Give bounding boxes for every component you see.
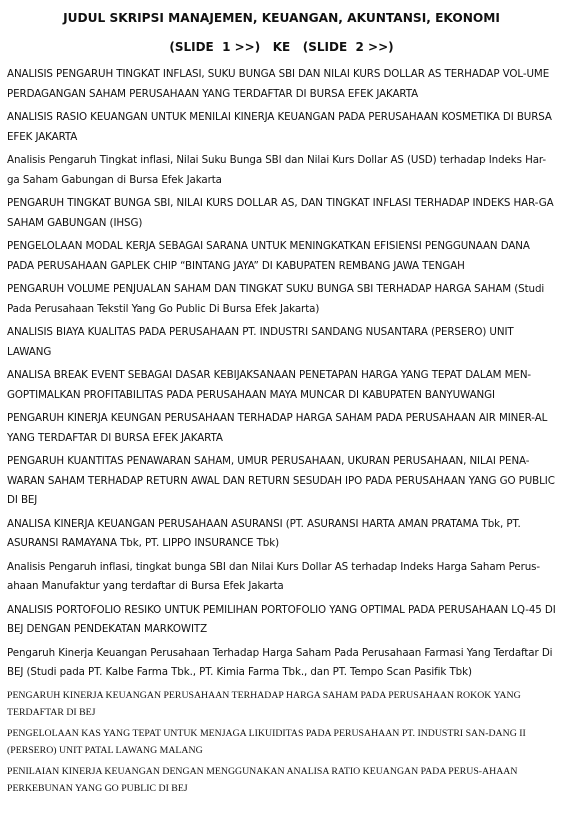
list-item: Analisis Pengaruh inflasi, tingkat bunga SBI dan Nilai Kurs Dollar AS terhadap Indeks Harga Saham Perus-ahaan Manufaktur yang terdaftar di Bursa Efek Jakarta [7, 560, 541, 592]
list-item: Analisis Pengaruh Tingkat inflasi, Nilai Suku Bunga SBI dan Nilai Kurs Dollar AS (USD) terhadap Indeks Har-ga Saham Gabungan di Bursa Efek Jakarta [7, 154, 547, 186]
list-item: PENGELOLAAN MODAL KERJA SEBAGAI SARANA UNTUK MENINGKATKAN EFISIENSI PENGGUNAAN DANA PADA PERUSAHAAN GAPLEK CHIP “BINTANG JAYA” DI KABUPATEN REMBANG JAWA TENGAH [7, 240, 530, 272]
list-item: ANALISIS PENGARUH TINGKAT INFLASI, SUKU BUNGA SBI DAN NILAI KURS DOLLAR AS TERHADAP VOL-UME PERDAGANGAN SAHAM PERUSAHAAN YANG TERDAFTAR DI BURSA EFEK JAKARTA [7, 68, 550, 100]
list-item: ANALISA KINERJA KEUANGAN PERUSAHAAN ASURANSI (PT. ASURANSI HARTA AMAN PRATAMA Tbk, PT. ASURANSI RAMAYANA Tbk, PT. LIPPO INSURANCE Tbk) [7, 517, 521, 549]
list-item: Pengaruh Kinerja Keuangan Perusahaan Terhadap Harga Saham Pada Perusahaan Farmasi Yang Terdaftar Di BEJ (Studi pada PT. Kalbe Farma Tbk., PT. Kimia Farma Tbk., dan PT. Tempo Scan Pasifik Tbk) [7, 646, 553, 678]
list-item: ANALISIS PORTOFOLIO RESIKO UNTUK PEMILIHAN PORTOFOLIO YANG OPTIMAL PADA PERUSAHAAN LQ-45 DI BEJ DENGAN PENDEKATAN MARKOWITZ [7, 603, 556, 635]
list-item: PENGELOLAAN KAS YANG TEPAT UNTUK MENJAGA LIKUIDITAS PADA PERUSAHAAN PT. INDUSTRI SAN-DANG II (PERSERO) UNIT PATAL LAWANG MALANG [7, 727, 526, 756]
list-item: PENILAIAN KINERJA KEUANGAN DENGAN MENGGUNAKAN ANALISA RATIO KEUANGAN PADA PERUS-AHAAN PERKEBUNAN YANG GO PUBLIC DI BEJ [7, 765, 518, 794]
thesis-title-list [7, 65, 556, 797]
list-item: ANALISA BREAK EVENT SEBAGAI DASAR KEBIJAKSANAAN PENETAPAN HARGA YANG TEPAT DALAM MEN-GOPTIMALKAN PROFITABILITAS PADA PERUSAHAAN MAYA MUNCAR DI KABUPATEN BANYUWANGI [7, 369, 532, 401]
list-item: ANALISIS RASIO KEUANGAN UNTUK MENILAI KINERJA KEUANGAN PADA PERUSAHAAN KOSMETIKA DI BURSA EFEK JAKARTA [7, 111, 552, 143]
list-item: PENGARUH KINERJA KEUNGAN PERUSAHAAN TERHADAP HARGA SAHAM PADA PERUSAHAAN AIR MINER-AL YANG TERDAFTAR DI BURSA EFEK JAKARTA [7, 412, 548, 444]
document-title: JUDUL SKRIPSI MANAJEMEN, KEUANGAN, AKUNTANSI, EKONOMI [63, 11, 500, 25]
list-item: PENGARUH KINERJA KEUANGAN PERUSAHAAN TERHADAP HARGA SAHAM PADA PERUSAHAAN ROKOK YANG TERDAFTAR DI BEJ [7, 689, 521, 718]
list-item: PENGARUH TINGKAT BUNGA SBI, NILAI KURS DOLLAR AS, DAN TINGKAT INFLASI TERHADAP INDEKS HAR-GA SAHAM GABUNGAN (IHSG) [7, 197, 554, 229]
list-item: PENGARUH KUANTITAS PENAWARAN SAHAM, UMUR PERUSAHAAN, UKURAN PERUSAHAAN, NILAI PENA-WARAN SAHAM TERHADAP RETURN AWAL DAN RETURN SESUDAH IPO PADA PERUSAHAAN YANG GO PUBLIC DI BEJ [7, 455, 555, 506]
list-item: ANALISIS BIAYA KUALITAS PADA PERUSAHAAN PT. INDUSTRI SANDANG NUSANTARA (PERSERO) UNIT LAWANG [7, 326, 514, 358]
list-item: PENGARUH VOLUME PENJUALAN SAHAM DAN TINGKAT SUKU BUNGA SBI TERHADAP HARGA SAHAM (Studi Pada Perusahaan Tekstil Yang Go Public Di Bursa Efek Jakarta) [7, 283, 545, 315]
slide-navigation-subtitle: (SLIDE 1 >>) KE (SLIDE 2 >>) [169, 40, 394, 54]
